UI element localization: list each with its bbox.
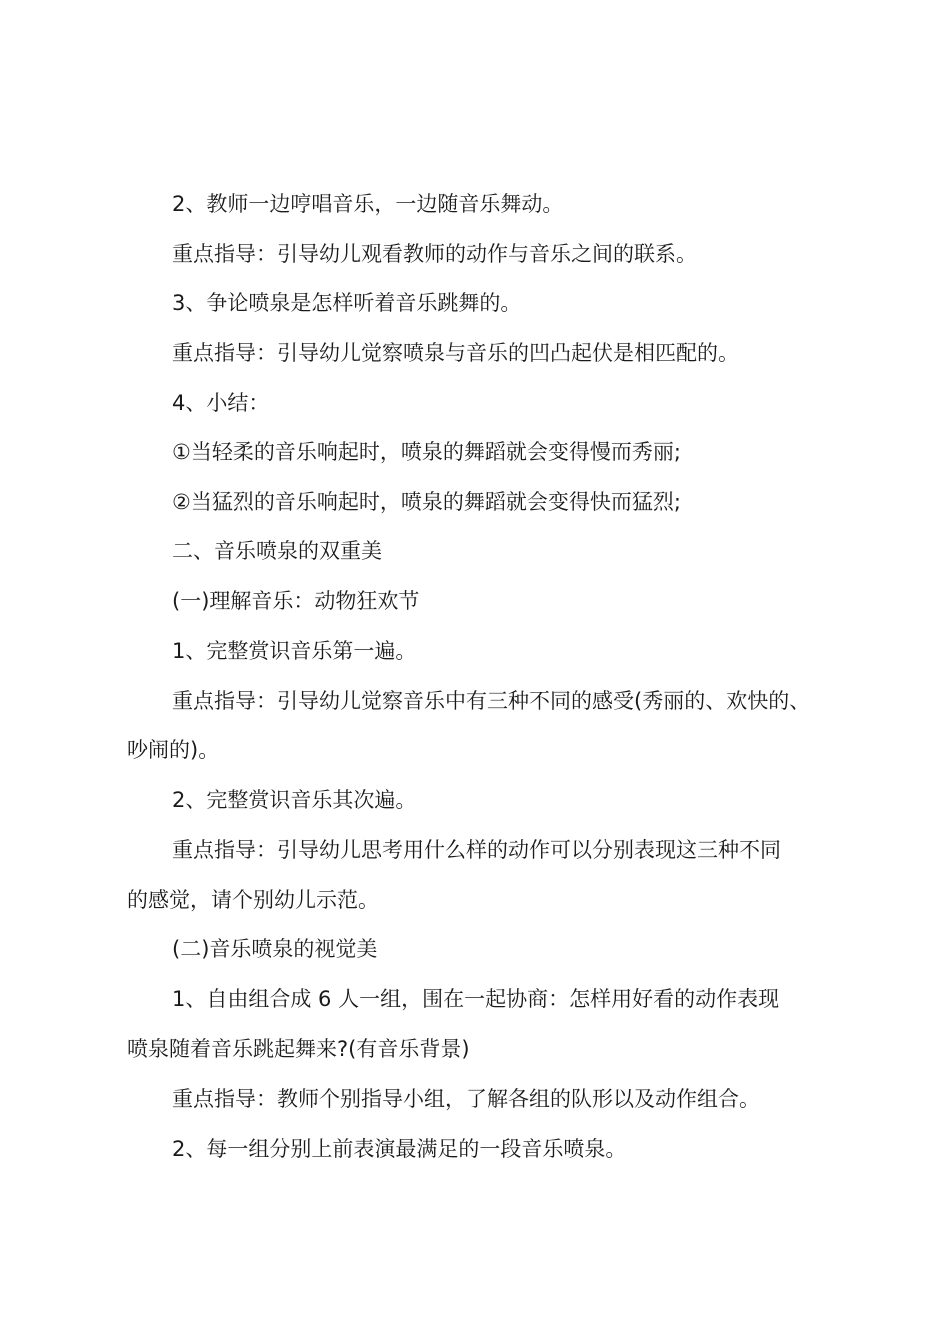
paragraph-group-discussion-cont: 喷泉随着音乐跳起舞来?(有音乐背景) xyxy=(127,1037,470,1061)
paragraph-group-performance: 2、每一组分别上前表演最满足的一段音乐喷泉。 xyxy=(172,1137,627,1161)
paragraph-step-3-discuss: 3、争论喷泉是怎样听着音乐跳舞的。 xyxy=(172,291,522,315)
paragraph-step-2-teacher-hum: 2、教师一边哼唱音乐，一边随音乐舞动。 xyxy=(172,192,564,216)
subsection-heading-visual-beauty: (二)音乐喷泉的视觉美 xyxy=(172,937,378,961)
paragraph-listen-first: 1、完整赏识音乐第一遍。 xyxy=(172,639,417,663)
section-heading-double-beauty: 二、音乐喷泉的双重美 xyxy=(172,539,382,563)
paragraph-guidance-three-feelings-cont: 吵闹的)。 xyxy=(127,738,220,762)
paragraph-guidance-groups: 重点指导：教师个别指导小组，了解各组的队形以及动作组合。 xyxy=(172,1087,760,1111)
paragraph-guidance-movements: 重点指导：引导幼儿思考用什么样的动作可以分别表现这三种不同 xyxy=(172,838,781,862)
paragraph-guidance-observe: 重点指导：引导幼儿观看教师的动作与音乐之间的联系。 xyxy=(172,242,697,266)
paragraph-guidance-three-feelings: 重点指导：引导幼儿觉察音乐中有三种不同的感受(秀丽的、欢快的、 xyxy=(172,689,811,713)
subsection-heading-understand-music: (一)理解音乐：动物狂欢节 xyxy=(172,589,420,613)
paragraph-listen-second: 2、完整赏识音乐其次遍。 xyxy=(172,788,417,812)
paragraph-summary-gentle: ①当轻柔的音乐响起时，喷泉的舞蹈就会变得慢而秀丽; xyxy=(172,440,681,464)
paragraph-group-discussion: 1、自由组合成 6 人一组，围在一起协商：怎样用好看的动作表现 xyxy=(172,987,780,1011)
paragraph-step-4-summary: 4、小结： xyxy=(172,391,270,415)
paragraph-guidance-movements-cont: 的感觉，请个别幼儿示范。 xyxy=(127,888,379,912)
paragraph-guidance-rhythm: 重点指导：引导幼儿觉察喷泉与音乐的凹凸起伏是相匹配的。 xyxy=(172,341,739,365)
paragraph-summary-intense: ②当猛烈的音乐响起时，喷泉的舞蹈就会变得快而猛烈; xyxy=(172,490,681,514)
